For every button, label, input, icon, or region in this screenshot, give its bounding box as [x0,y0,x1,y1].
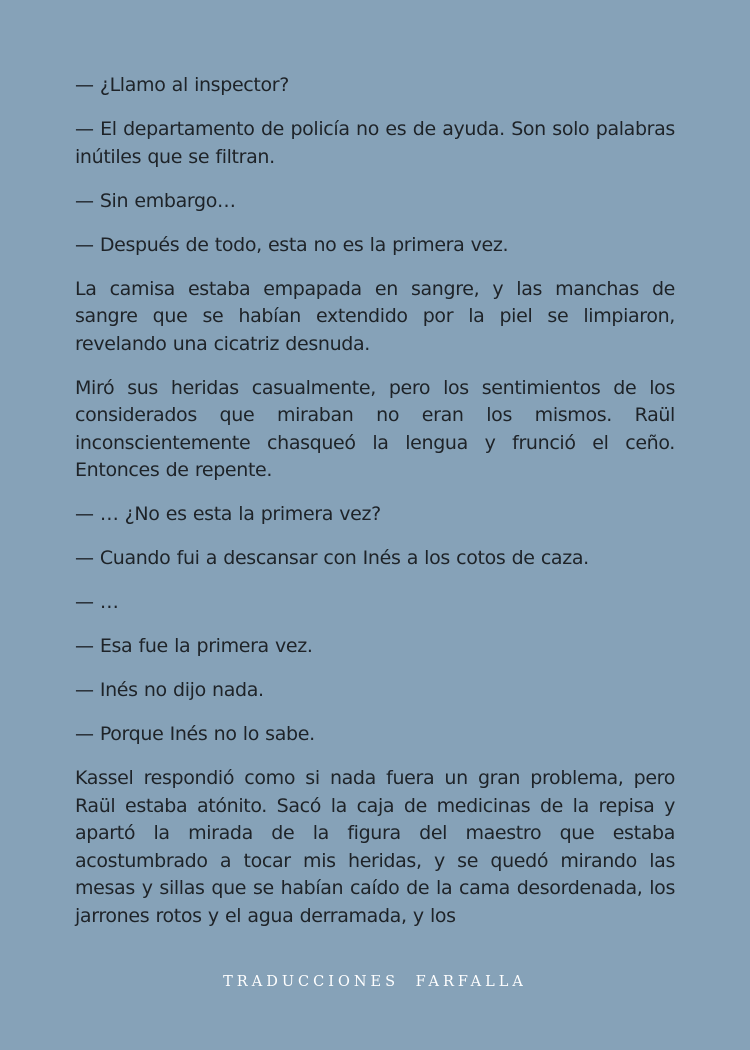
paragraph: — Porque Inés no lo sabe. [75,723,315,745]
paragraph: La camisa estaba empapada en sangre, y las manchas de sangre que se habían extendido por la piel se limpiaron, revelando una cicatriz desnuda. [75,277,675,355]
paragraph: — … [75,591,119,613]
paragraph: — Inés no dijo nada. [75,679,264,701]
paragraph: Kassel respondió como si nada fuera un gran problema, pero Raül estaba atónito. Sacó la caja de medicinas de la repisa y apartó la mirada de la figura del maestro que estaba acostumbrado a tocar mis heridas, y se quedó mirando las mesas y sillas que se habían caído de la cama desordenada, los jarrones rotos y el agua derramada, y los [75,767,675,927]
paragraph: — … ¿No es esta la primera vez? [75,503,381,525]
paragraph: — El departamento de policía no es de ayuda. Son solo palabras inútiles que se filtran. [75,118,675,168]
paragraph: — Sin embargo… [75,189,236,212]
paragraph: — Cuando fui a descansar con Inés a los cotos de caza. [75,547,589,569]
paragraph: — Esa fue la primera vez. [75,635,313,657]
paragraph: — ¿Llamo al inspector? [75,74,289,96]
footer-credit: TRADUCCIONES FARFALLA [223,974,527,990]
document-body [75,72,675,947]
paragraph: — Después de todo, esta no es la primera vez. [75,233,509,256]
paragraph: Miró sus heridas casualmente, pero los sentimientos de los considerados que miraban no eran los mismos. Raül inconscientemente chasqueó la lengua y frunció el ceño. Entonces de repente. [75,376,675,481]
